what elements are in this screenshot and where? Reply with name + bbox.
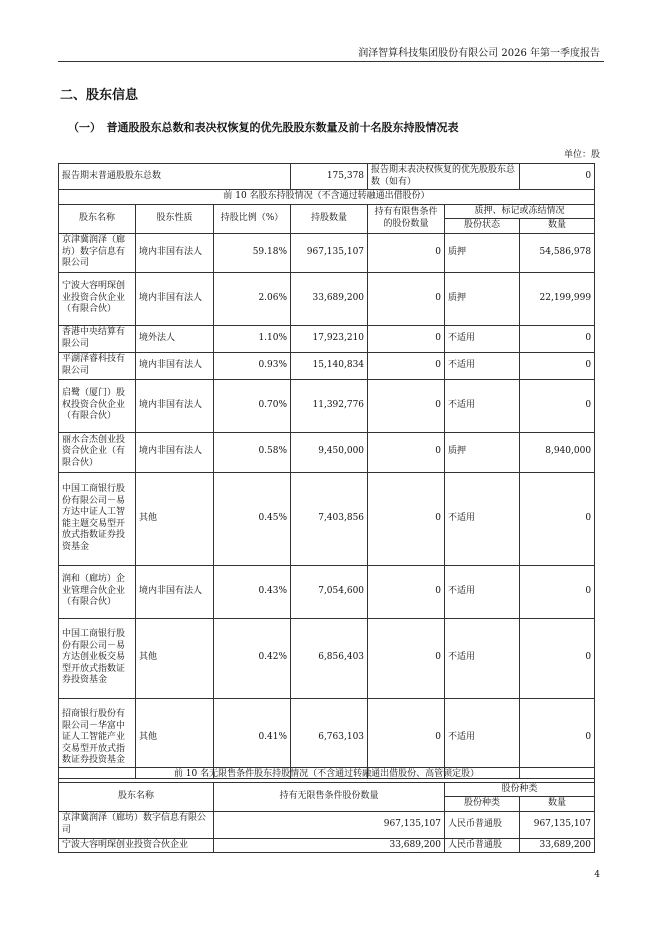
holder-nature: 其他 [136, 698, 214, 778]
table-caption-row [59, 768, 595, 783]
pledge-status: 不适用 [445, 472, 520, 565]
holder-ratio: 0.58% [214, 432, 291, 472]
holder-nature: 其他 [136, 472, 214, 565]
header-row [59, 782, 595, 797]
pledge-status: 不适用 [445, 352, 520, 379]
holder-name: 润和（廊坊）企业管理合伙企业（有限合伙） [59, 565, 136, 618]
holder-name: 启鹭（厦门）股权投资合伙企业（有限合伙） [59, 379, 136, 432]
holder-restricted: 0 [368, 618, 445, 698]
holder-nature: 境内非国有法人 [136, 233, 214, 272]
col-header-class-group: 股份种类 [445, 782, 595, 797]
holder-quantity: 7,054,600 [291, 565, 368, 618]
report-header-title: 润泽智算科技集团股份有限公司 2026 年第一季度报告 [358, 48, 600, 59]
holder-name: 中国工商银行股份有限公司－易方达中证人工智能主题交易型开放式指数证券投资基金 [59, 472, 136, 565]
section-title: 二、股东信息 [60, 88, 139, 103]
col-header-name: 股东名称 [59, 204, 136, 233]
table-row [59, 432, 595, 472]
table-row [59, 325, 595, 352]
unrestricted-qty: 33,689,200 [214, 838, 445, 853]
top10-caption: 前 10 名股东持股情况（不含通过转融通出借股份） [59, 190, 595, 205]
pledge-quantity: 0 [520, 325, 595, 352]
pledge-quantity: 8,940,000 [520, 432, 595, 472]
header-divider [58, 61, 604, 62]
pledge-quantity: 0 [520, 472, 595, 565]
table-row [59, 618, 595, 698]
holder-name: 京津冀润泽（廊坊）数字信息有限公司 [59, 811, 214, 838]
preferred-holders-value: 0 [520, 164, 595, 190]
holder-quantity: 9,450,000 [291, 432, 368, 472]
holder-ratio: 0.43% [214, 565, 291, 618]
unit-label: 单位：股 [563, 150, 600, 160]
pledge-quantity: 0 [520, 565, 595, 618]
page-number: 4 [594, 870, 600, 880]
table-row [59, 352, 595, 379]
pledge-quantity: 54,586,978 [520, 233, 595, 272]
table-row [59, 838, 595, 853]
holder-name: 招商银行股份有限公司－华富中证人工智能产业交易型开放式指数证券投资基金 [59, 698, 136, 778]
share-class-qty: 33,689,200 [520, 838, 595, 853]
table-row [59, 233, 595, 272]
holder-nature: 境内非国有法人 [136, 379, 214, 432]
share-class-qty: 967,135,107 [520, 811, 595, 838]
table-row [59, 811, 595, 838]
holder-ratio: 1.10% [214, 325, 291, 352]
pledge-status: 不适用 [445, 325, 520, 352]
pledge-status: 不适用 [445, 565, 520, 618]
holder-quantity: 7,403,856 [291, 472, 368, 565]
holder-ratio: 0.42% [214, 618, 291, 698]
table-caption-row [59, 190, 595, 205]
holder-restricted: 0 [368, 472, 445, 565]
col-header-class: 股份种类 [445, 797, 520, 812]
holder-restricted: 0 [368, 272, 445, 325]
preferred-holders-label: 报告期末表决权恢复的优先股股东总数（如有） [368, 164, 520, 190]
pledge-quantity: 22,199,999 [520, 272, 595, 325]
holder-ratio: 2.06% [214, 272, 291, 325]
holder-nature: 境内非国有法人 [136, 565, 214, 618]
col-header-unrestricted-qty: 持有无限售条件股份数量 [214, 782, 445, 811]
holder-restricted: 0 [368, 698, 445, 778]
holder-quantity: 6,856,403 [291, 618, 368, 698]
holder-ratio: 59.18% [214, 233, 291, 272]
summary-row [59, 164, 595, 190]
holder-ratio: 0.41% [214, 698, 291, 778]
holder-nature: 境内非国有法人 [136, 272, 214, 325]
header-row [59, 204, 595, 219]
holder-name: 京津冀润泽（廊坊）数字信息有限公司 [59, 233, 136, 272]
unrestricted-qty: 967,135,107 [214, 811, 445, 838]
holder-ratio: 0.70% [214, 379, 291, 432]
share-class: 人民币普通股 [445, 838, 520, 853]
holder-restricted: 0 [368, 325, 445, 352]
table-row [59, 379, 595, 432]
pledge-quantity: 0 [520, 379, 595, 432]
holder-restricted: 0 [368, 233, 445, 272]
table-row [59, 272, 595, 325]
pledge-status: 不适用 [445, 698, 520, 778]
common-holders-label: 报告期末普通股股东总数 [59, 164, 291, 190]
table-row [59, 472, 595, 565]
unrestricted-caption: 前 10 名无限售条件股东持股情况（不含通过转融通出借股份、高管锁定股） [59, 768, 595, 783]
holder-name: 宁波大容明琛创业投资合伙企业 [59, 838, 214, 853]
col-header-restricted: 持有有限售条件的股份数量 [368, 204, 445, 233]
common-holders-value: 175,378 [291, 164, 368, 190]
holder-ratio: 0.93% [214, 352, 291, 379]
holder-quantity: 17,923,210 [291, 325, 368, 352]
table-row [59, 565, 595, 618]
table-row [59, 698, 595, 778]
holder-quantity: 967,135,107 [291, 233, 368, 272]
holder-quantity: 15,140,834 [291, 352, 368, 379]
col-header-pledge-group: 质押、标记或冻结情况 [445, 204, 595, 219]
pledge-status: 质押 [445, 272, 520, 325]
holder-name: 香港中央结算有限公司 [59, 325, 136, 352]
holder-nature: 境外法人 [136, 325, 214, 352]
pledge-quantity: 0 [520, 352, 595, 379]
pledge-status: 不适用 [445, 379, 520, 432]
holder-nature: 境内非国有法人 [136, 352, 214, 379]
col-header-ratio: 持股比例（%） [214, 204, 291, 233]
holder-restricted: 0 [368, 432, 445, 472]
holder-name: 平湖泽睿科技有限公司 [59, 352, 136, 379]
holder-restricted: 0 [368, 379, 445, 432]
col-header-quantity: 持股数量 [291, 204, 368, 233]
pledge-status: 质押 [445, 233, 520, 272]
holder-nature: 境内非国有法人 [136, 432, 214, 472]
pledge-status: 质押 [445, 432, 520, 472]
pledge-quantity: 0 [520, 698, 595, 778]
holder-name: 中国工商银行股份有限公司－易方达创业板交易型开放式指数证券投资基金 [59, 618, 136, 698]
shareholder-table [58, 163, 595, 779]
col-header-nature: 股东性质 [136, 204, 214, 233]
holder-quantity: 6,763,103 [291, 698, 368, 778]
unrestricted-holders-table [58, 767, 595, 853]
pledge-quantity: 0 [520, 618, 595, 698]
holder-ratio: 0.45% [214, 472, 291, 565]
share-class: 人民币普通股 [445, 811, 520, 838]
pledge-status: 不适用 [445, 618, 520, 698]
holder-restricted: 0 [368, 565, 445, 618]
col-header-pledge-qty: 数量 [520, 219, 595, 234]
col-header-name: 股东名称 [59, 782, 214, 811]
holder-name: 宁波大容明琛创业投资合伙企业（有限合伙） [59, 272, 136, 325]
col-header-pledge-status: 股份状态 [445, 219, 520, 234]
holder-restricted: 0 [368, 352, 445, 379]
holder-name: 丽水合杰创业投资合伙企业（有限合伙） [59, 432, 136, 472]
col-header-class-qty: 数量 [520, 797, 595, 812]
subsection-title: （一） 普通股股东总数和表决权恢复的优先股股东数量及前十名股东持股情况表 [68, 121, 459, 134]
holder-quantity: 11,392,776 [291, 379, 368, 432]
holder-nature: 其他 [136, 618, 214, 698]
holder-quantity: 33,689,200 [291, 272, 368, 325]
